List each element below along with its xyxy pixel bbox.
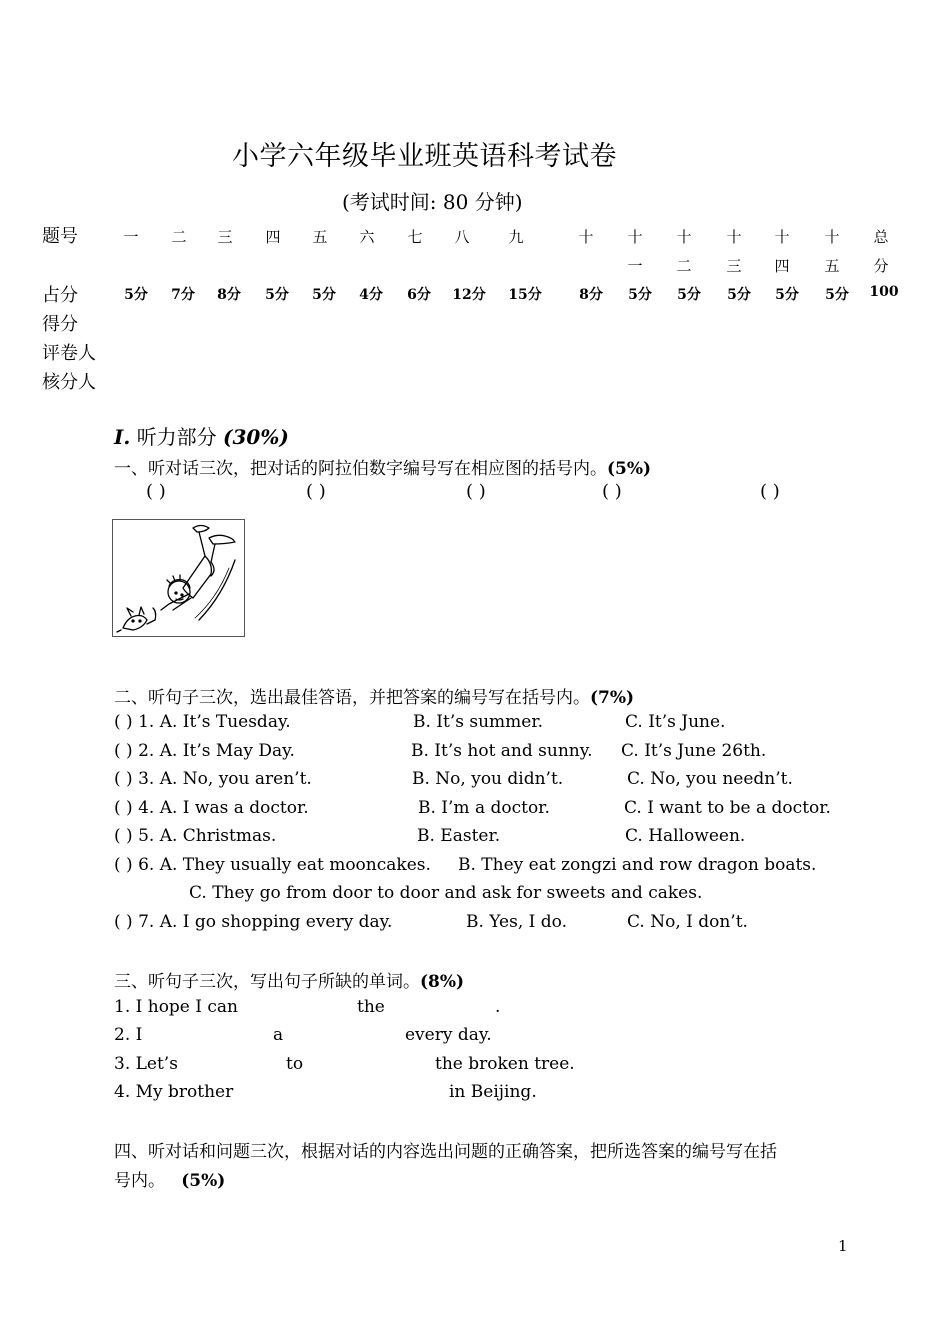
option-b: B. They eat zongzi and row dragon boats. bbox=[458, 855, 817, 875]
points-cell: 8分 bbox=[579, 287, 603, 303]
points-cell: 5分 bbox=[124, 287, 148, 303]
option-b: B. Yes, I do. bbox=[466, 912, 567, 932]
points-cell: 5分 bbox=[265, 287, 289, 303]
option-c: C. They go from door to door and ask for sweets and cakes. bbox=[189, 883, 703, 903]
answer-blank[interactable]: ( ) bbox=[146, 481, 166, 502]
row-label-checker: 核分人 bbox=[42, 372, 96, 393]
fill-sentence-part: . bbox=[495, 997, 501, 1017]
section2-text: 二、听句子三次，选出最佳答语，并把答案的编号写在括号内。 bbox=[114, 688, 590, 708]
question-number-suffix: 三 bbox=[726, 257, 742, 275]
section2-percentage: (7%) bbox=[590, 688, 635, 708]
option-c: C. It’s June 26th. bbox=[621, 741, 767, 761]
total-label: 总 bbox=[873, 228, 889, 246]
points-cell: 7分 bbox=[171, 287, 195, 303]
fill-sentence-part: 2. I bbox=[114, 1025, 143, 1045]
option-c: C. I want to be a doctor. bbox=[624, 798, 831, 818]
boy-kite-illustration bbox=[112, 519, 245, 637]
row-label-grader: 评卷人 bbox=[42, 343, 96, 364]
question-number: 三 bbox=[217, 228, 233, 246]
section2-instruction bbox=[114, 683, 634, 708]
exam-duration: (考试时间: 80 分钟) bbox=[342, 190, 523, 214]
question-stem: ( ) 4. A. I was a doctor. bbox=[114, 798, 309, 818]
section3-text: 三、听句子三次，写出句子所缺的单词。 bbox=[114, 972, 420, 992]
fill-sentence-part: in Beijing. bbox=[449, 1082, 537, 1102]
section3-instruction bbox=[114, 967, 464, 992]
option-c: C. No, you needn’t. bbox=[627, 769, 793, 789]
option-b: B. It’s hot and sunny. bbox=[411, 741, 593, 761]
option-c: C. No, I don’t. bbox=[627, 912, 748, 932]
points-cell: 5分 bbox=[775, 287, 799, 303]
question-number: 七 bbox=[407, 228, 423, 246]
points-cell: 5分 bbox=[677, 287, 701, 303]
part-roman: I. bbox=[114, 425, 131, 449]
question-number-suffix: 一 bbox=[627, 257, 643, 275]
page-number: 1 bbox=[838, 1237, 848, 1255]
points-cell: 5分 bbox=[628, 287, 652, 303]
section1-instruction bbox=[114, 454, 651, 479]
answer-blank[interactable]: ( ) bbox=[306, 481, 326, 502]
question-number: 十 bbox=[578, 228, 594, 246]
option-b: B. It’s summer. bbox=[413, 712, 544, 732]
fill-sentence-part: every day. bbox=[405, 1025, 492, 1045]
question-number-suffix: 二 bbox=[676, 257, 692, 275]
question-number-suffix: 四 bbox=[774, 257, 790, 275]
fill-sentence-part: to bbox=[286, 1054, 304, 1074]
question-number: 四 bbox=[265, 228, 281, 246]
question-stem: ( ) 6. A. They usually eat mooncakes. bbox=[114, 855, 431, 875]
question-number-suffix: 五 bbox=[824, 257, 840, 275]
points-cell: 5分 bbox=[312, 287, 336, 303]
part-percentage: (30%) bbox=[223, 425, 289, 449]
part-title: 听力部分 bbox=[136, 425, 217, 449]
option-b: B. No, you didn’t. bbox=[412, 769, 564, 789]
question-number: 五 bbox=[312, 228, 328, 246]
part-heading bbox=[114, 421, 289, 450]
answer-blank[interactable]: ( ) bbox=[602, 481, 622, 502]
question-number: 十 bbox=[726, 228, 742, 246]
question-number: 一 bbox=[123, 228, 139, 246]
question-stem: ( ) 7. A. I go shopping every day. bbox=[114, 912, 393, 932]
question-stem: ( ) 1. A. It’s Tuesday. bbox=[114, 712, 291, 732]
question-number: 十 bbox=[774, 228, 790, 246]
total-label-suffix: 分 bbox=[873, 257, 889, 275]
question-number: 八 bbox=[454, 228, 470, 246]
section4-instruction-line2 bbox=[114, 1166, 225, 1191]
row-label-points: 占分 bbox=[42, 285, 78, 306]
points-cell: 5分 bbox=[727, 287, 751, 303]
page-title: 小学六年级毕业班英语科考试卷 bbox=[232, 141, 617, 172]
section3-percentage: (8%) bbox=[420, 972, 465, 992]
section4-percentage: (5%) bbox=[181, 1171, 226, 1191]
total-points-cell: 100 bbox=[869, 284, 899, 300]
fill-sentence-part: the bbox=[357, 997, 385, 1017]
row-label-score: 得分 bbox=[42, 314, 78, 335]
section4-instruction-line1: 四、听对话和问题三次，根据对话的内容选出问题的正确答案，把所选答案的编号写在括 bbox=[114, 1142, 777, 1162]
boy-kite-drawing-icon bbox=[113, 520, 244, 636]
fill-sentence-part: 4. My brother bbox=[114, 1082, 234, 1102]
option-c: C. Halloween. bbox=[625, 826, 746, 846]
fill-sentence-part: the broken tree. bbox=[435, 1054, 575, 1074]
fill-sentence-part: 3. Let’s bbox=[114, 1054, 178, 1074]
row-label-question-no: 题号 bbox=[42, 226, 78, 247]
section4-text: 号内。 bbox=[114, 1171, 165, 1191]
question-number: 十 bbox=[676, 228, 692, 246]
points-cell: 5分 bbox=[825, 287, 849, 303]
option-c: C. It’s June. bbox=[625, 712, 726, 732]
question-stem: ( ) 2. A. It’s May Day. bbox=[114, 741, 295, 761]
question-number: 十 bbox=[824, 228, 840, 246]
question-number: 十 bbox=[627, 228, 643, 246]
question-stem: ( ) 3. A. No, you aren’t. bbox=[114, 769, 312, 789]
question-number: 二 bbox=[171, 228, 187, 246]
option-b: B. I’m a doctor. bbox=[418, 798, 550, 818]
points-cell: 4分 bbox=[359, 287, 383, 303]
section1-text: 一、听对话三次，把对话的阿拉伯数字编号写在相应图的括号内。 bbox=[114, 459, 607, 479]
question-stem: ( ) 5. A. Christmas. bbox=[114, 826, 277, 846]
section1-percentage: (5%) bbox=[607, 459, 652, 479]
fill-sentence-part: a bbox=[273, 1025, 284, 1045]
points-cell: 15分 bbox=[508, 287, 542, 303]
points-cell: 12分 bbox=[452, 287, 486, 303]
question-number: 九 bbox=[508, 228, 524, 246]
answer-blank[interactable]: ( ) bbox=[760, 481, 780, 502]
question-number: 六 bbox=[359, 228, 375, 246]
points-cell: 8分 bbox=[217, 287, 241, 303]
option-b: B. Easter. bbox=[417, 826, 501, 846]
fill-sentence-part: 1. I hope I can bbox=[114, 997, 238, 1017]
points-cell: 6分 bbox=[407, 287, 431, 303]
answer-blank[interactable]: ( ) bbox=[466, 481, 486, 502]
